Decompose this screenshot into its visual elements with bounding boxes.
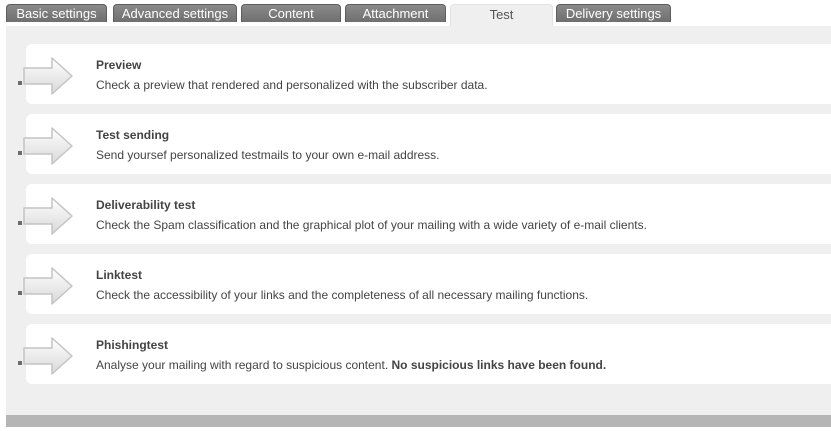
right-arrow-icon — [18, 264, 82, 308]
tab-basic-settings[interactable]: Basic settings — [6, 4, 107, 22]
tab-bar — [0, 0, 831, 26]
right-arrow-icon — [18, 334, 82, 378]
linktest-item[interactable] — [26, 254, 831, 314]
test-sending-item[interactable] — [26, 114, 831, 174]
item-title: Phishingtest — [96, 338, 169, 352]
right-arrow-icon — [18, 54, 82, 98]
right-arrow-icon — [18, 194, 82, 238]
item-description: Analyse your mailing with regard to suspicious content. No suspicious links have been found. — [96, 358, 607, 372]
phishingtest-item[interactable] — [26, 324, 831, 384]
test-panel — [6, 26, 831, 415]
tab-delivery-settings[interactable]: Delivery settings — [556, 4, 671, 22]
deliverability-test-item[interactable] — [26, 184, 831, 244]
panel-footer-bar — [6, 415, 831, 427]
item-title: Preview — [96, 58, 142, 72]
tab-content[interactable]: Content — [241, 4, 341, 22]
phishing-result: No suspicious links have been found. — [391, 358, 607, 372]
item-description: Check a preview that rendered and personalized with the subscriber data. — [96, 78, 488, 92]
tab-advanced-settings[interactable]: Advanced settings — [113, 4, 237, 22]
item-title: Test sending — [96, 128, 170, 142]
tab-test[interactable]: Test — [450, 4, 553, 26]
right-arrow-icon — [18, 124, 82, 168]
tab-attachment[interactable]: Attachment — [345, 4, 446, 22]
item-description: Check the Spam classification and the graphical plot of your mailing with a wide variety of e-mail clients. — [96, 218, 647, 232]
preview-item[interactable] — [26, 44, 831, 104]
item-title: Linktest — [96, 268, 143, 282]
item-description: Send yoursef personalized testmails to your own e-mail address. — [96, 148, 440, 162]
item-title: Deliverability test — [96, 198, 196, 212]
item-description: Check the accessibility of your links and the completeness of all necessary mailing functions. — [96, 288, 589, 302]
